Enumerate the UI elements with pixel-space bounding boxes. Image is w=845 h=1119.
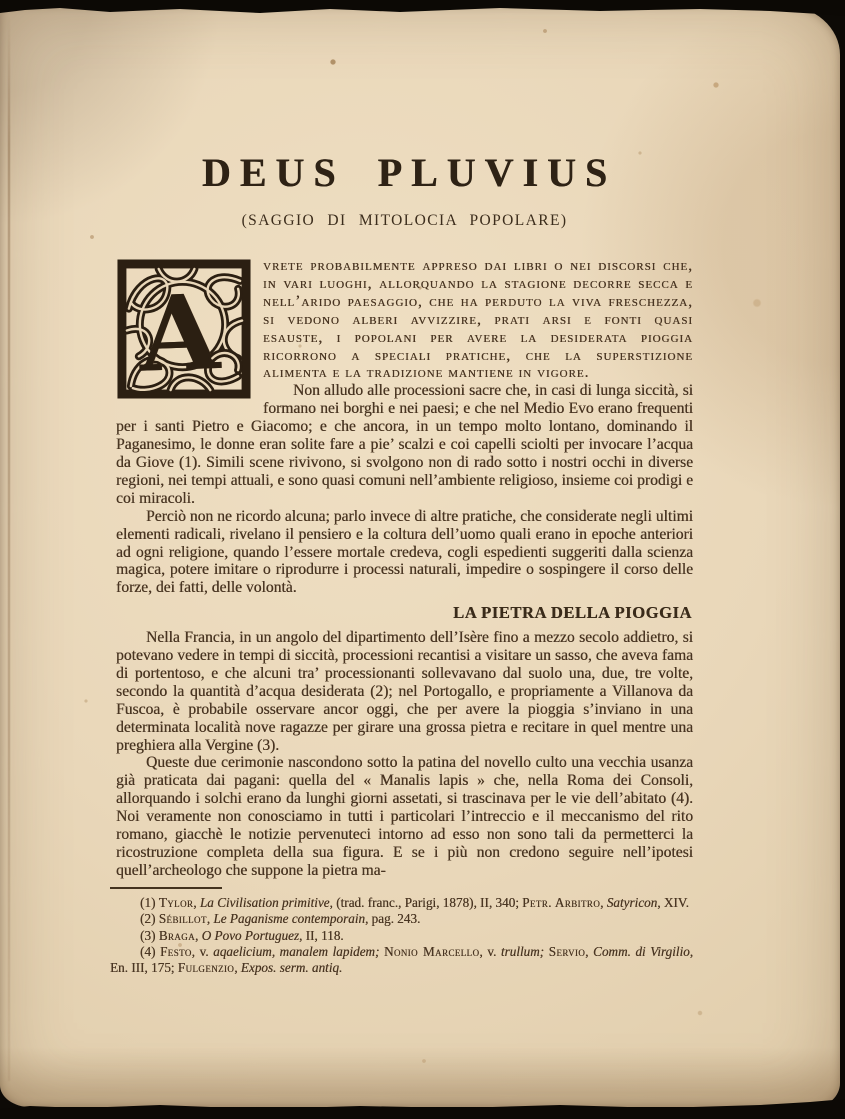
footnote-4: (4) Festo, v. aqaelicium, manalem lapidem; Nonio Marcello, v. trullum; Servio, Comm. di Virgilio, En. III, 175; Fulgenzio, Expos. serm. antiq. — [110, 944, 694, 976]
page-subtitle: (SAGGIO DI MITOLOCIA POPOLARE) — [241, 212, 568, 229]
paragraph-1 — [116, 257, 693, 396]
paragraph-4: Nella Francia, in un angolo del dipartimento dell’Isère fino a mezzo secolo addietro, si potevano vedere in tempi di siccità, processioni recantisi a visitare un sasso, che aveva fama di portentoso, e che alcuni tra’ processionanti sollevavano dal suolo una, due, tre volte, secondo la quantità d’acqua desiderata (2); nel Portogallo, e propriamente a Villanova da Fuscoa, è probabile osservare ancor oggi, che per avere la pioggia s’inviano in una determinata località nove ragazze per girare una grossa pietra e recitare in quel mentre una preghiera alla Vergine (3). — [116, 629, 693, 754]
footnote-3: (3) Braga, O Povo Portuguez, II, 118. — [140, 927, 344, 943]
paragraph-2: Non alludo alle processioni sacre che, in casi di lunga siccità, si formano nei borghi e nei paesi; e che nel Medio Evo erano frequenti per i santi Pietro e Giacomo; e che ancora, in un tempo molto lontano, dominando il Paganesimo, le donne eran solite fare a pie’ scalzi e coi capelli sciolti per invocare l’acqua da Giove (1). Simili scene rivivono, si svolgono non di rado sotto i nostri occhi in diverse regioni, nei tempi attuali, e sono quasi comuni nell’ambiente religioso, insieme coi prodigi e coi miracoli. — [116, 382, 693, 507]
body-text — [110, 257, 694, 977]
page-title: DEUS PLUVIUS — [201, 150, 617, 195]
page-left-crease — [8, 17, 10, 1081]
footnote-divider — [110, 887, 222, 889]
paragraph-1-text: vrete probabilmente appreso dai libri o nei discorsi che, in vari luoghi, allorquando la stagione decorre secca e nell’arido paesaggio, che ha perduto la viva freschezza, si vedono alberi avvizzire, prati arsi e fonti quasi esauste, i popolani per avere la desiderata pioggia ricorrono a speciali pratiche, che la superstizione alimenta e la tradizione mantiene in vigore. — [263, 257, 693, 382]
paragraph-3: Perciò non ne ricordo alcuna; parlo invece di altre pratiche, che considerate negli ultimi elementi radicali, rivelano il pensiero e la coltura dell’uomo quali erano in epoche anteriori ad ogni religione, quando l’essere mortale credeva, cogli espedienti suggeriti dalla scienza magica, potere imitare o riprodurre i processi naturali, impedire o sospingere il corso delle forze, dei fatti, delle volontà. — [116, 507, 693, 597]
woodcut-dropcap-initial — [116, 259, 252, 399]
footnote-2: (2) Sébillot, Le Paganisme contemporain, pag. 243. — [140, 911, 421, 927]
footnotes — [110, 895, 693, 977]
paragraph-5: Queste due cerimonie nascondono sotto la patina del novello culto una vecchia usanza già praticata dai pagani: quella del « Manalis lapis » che, nella Roma dei Consoli, allorquando i solchi erano da lunghi giorni assetati, si trascinava per le vie dell’abitato (4). Noi veramente non conosciamo in tutti i particolari l’intreccio e il meccanismo del rito romano, giacchè le notizie pervenuteci intorno ad esso non sono tali da permetterci la ricostruzione completa della sua figura. E se i più non credono seguire nell’ipotesi quell’archeologo che suppone la pietra ma- — [116, 754, 693, 879]
page-content — [110, 5, 694, 977]
footnote-1: (1) Tylor, La Civilisation primitive, (trad. franc., Parigi, 1878), II, 340; Petr. Arbitro, Satyricon, XIV. — [140, 894, 689, 910]
dropcap-letter: A — [136, 271, 222, 396]
book-page — [0, 5, 840, 1107]
section-heading: LA PIETRA DELLA PIOGGIA — [453, 603, 692, 623]
